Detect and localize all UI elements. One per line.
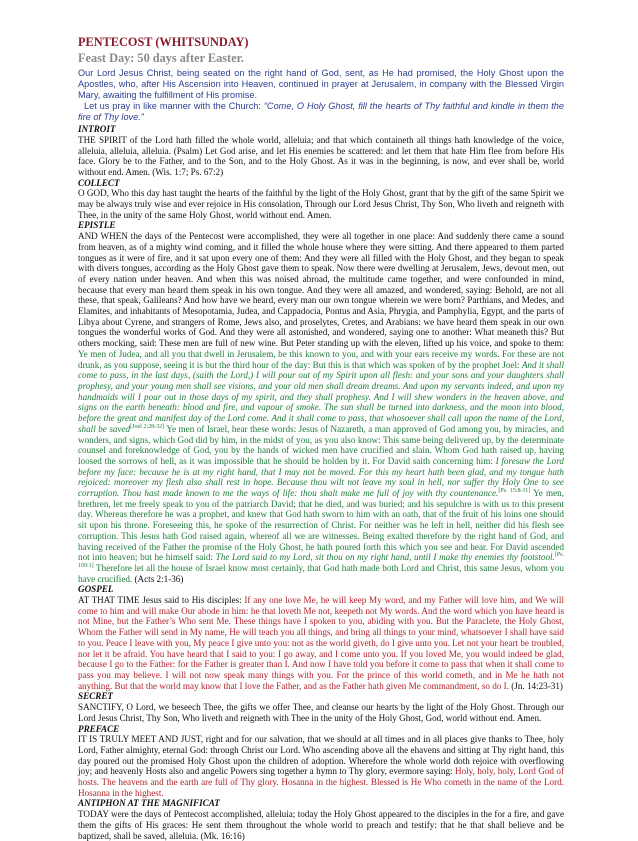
feast-day-subtitle: Feast Day: 50 days after Easter. xyxy=(78,50,244,65)
antiphon-heading: ANTIPHON AT THE MAGNIFICAT xyxy=(78,798,220,809)
gospel-intro: AT THAT TIME Jesus said to His disciples: xyxy=(78,595,245,606)
preface-text xyxy=(78,734,564,798)
prayer-text: “Come, O Holy Ghost, fill the hearts of Thy faithful and kindle in them the fire of Thy love.” xyxy=(78,101,564,123)
epistle-ref-psalm-109: [Ps. 109:1] xyxy=(78,552,565,569)
epistle-text xyxy=(78,231,564,584)
epistle-peter-speech-4: Therefore let all the house of Israel know most certainly, that God hath made both Lord and Christ, this same Jesus, whom you have crucified. xyxy=(78,562,564,584)
introit-text: THE SPIRIT of the Lord hath filled the whole world, alleluia; and that which containeth all things hath knowledge of the voice, alleluia, alleluia, alleluia. (Psalm) Let God arise, and let His enemies be scattered: and let them that hate Him flee from before His face. Glory be to the Father, and to the Son, and to the Holy Ghost. As it was in the beginning, is now, and ever shall be, world without end. Amen. (Wis. 1:7; Ps. 67:2) xyxy=(78,134,564,177)
collect-heading: COLLECT xyxy=(78,177,120,188)
introit-heading: INTROIT xyxy=(78,124,116,135)
gospel-words-of-christ: If any one love Me, he will keep My word, and my Father will love him, and We will come to him and will make Our abode in him: he that loveth Me not, keepeth not My words. And the word which you have heard is not Mine, but the Father’s Who sent Me. These things have I spoken to you, abiding with you. But the Paraclete, the Holy Ghost, Whom the Father will send in My name, He will teach you all things, and bring all things to your mind, whatsoever I shall have said to you. Peace I leave with you, My peace I give unto you: not as the world giveth, do I give unto you. Let not your heart be troubled, nor let it be afraid. You have heard that I said to you: I go away, and I come unto you. If you loved Me, you would indeed be glad, because I go to the Father: for the Father is greater than I. And now I have told you before it come to pass that when it shall come to pass you may believe. I will not now speak many things with you. For the prince of this world cometh, and in Me he hath not anything. But that the world may know that I love the Father, and as the Father hath given Me commandment, so do I. xyxy=(78,595,564,691)
gospel-citation: (Jn. 14:23-31) xyxy=(508,680,563,691)
epistle-psalm-109-quote: The Lord said to my Lord, sit thou on my right hand, until I make thy enemies thy footstool. xyxy=(215,552,555,563)
epistle-narrative: AND WHEN the days of the Pentecost were accomplished, they were all together in one place: And suddenly there came a sound from heaven, as of a mighty wind coming, and it filled the whole house where they were sitting. And there appeared to them parted tongues as it were of fire, and it sat upon every one of them: And they were all filled with the Holy Ghost, and they began to speak with divers tongues, according as the Holy Ghost gave them to speak. Now there were dwelling at Jerusalem, Jews, devout men, out of every nation under heaven. And when this was noised abroad, the multitude came together, and were confounded in mind, because that every man heard them speak in his own tongue. And they were all amazed, and wondered, saying: Behold, are not all these, that speak, Galileans? And how have we heard, every man our own tongue wherein we were born? Parthians, and Medes, and Elamites, and inhabitants of Mesopotamia, Judea, and Cappadocia, Pontus and Asia, Phrygia, and Pamphylia, Egypt, and the parts of Libya about Cyrene, and strangers of Rome, Jews also, and proselytes, Cretes, and Arabians: we have heard them speak in our own tongues the wonderful works of God. And they were all astonished, and wondered, saying one to another: What meaneth this? But others mocking, said: These men are full of new wine. But Peter standing up with the eleven, lifted up his voice, and spoke to them: xyxy=(78,231,564,349)
epistle-joel-quote: And it shall come to pass, in the last days, (saith the Lord,) I will pour out of my Spirit upon all flesh: and your sons and your daughters shall prophesy, and your young men shall see visions, and your old men shall dream dreams. And upon my servants indeed, and upon my handmaids will I pour out in those days of my spirit, and they shall prophesy. And I will shew wonders in the heaven above, and signs on the earth beneath: blood and fire, and vapour of smoke. The sun shall be turned into darkness, and the moon into blood, before the great and manifest day of the Lord come. And it shall come to pass, that whosoever shall call upon the name of the Lord, shall be saved xyxy=(78,359,564,434)
prayer-lead: Let us pray in like manner with the Church: xyxy=(84,101,264,112)
epistle-peter-speech-2: Ye men of Israel, hear these words: Jesus of Nazareth, a man approved of God among you, by miracles, and wonders, and signs, which God did by him, in the midst of you, as you also know: This same being delivered up, by the determinate counsel and foreknowledge of God, you by the hands of wicked men have crucified and slain. Whom God hath raised up, having loosed the sorrows of hell, as it was impossible that he should be holden by it. For David saith concerning him: xyxy=(78,423,564,466)
document-page xyxy=(78,35,565,841)
secret-heading: SECRET xyxy=(78,691,113,702)
intro-paragraph: Our Lord Jesus Christ, being seated on the right hand of God, sent, as He had promised, the Holy Ghost upon the Apostles, who, after His Ascension into Heaven, continued in prayer at Jerusalem, in company with the Blessed Virgin Mary, awaiting the fulfillment of His promise. xyxy=(78,67,564,101)
collect-text: O GOD, Who this day hast taught the hearts of the faithful by the light of the Holy Ghost, grant that by the gift of the same Spirit we may be always truly wise and ever rejoice in His consolation, Through our Lord Jesus Christ, Thy Son, Who liveth and reigneth with Thee, in the unity of the same Holy Ghost, world without end. Amen. xyxy=(78,188,564,220)
epistle-peter-speech-3: Ye men, brethren, let me freely speak to you of the patriarch David; that he died, and was buried; and his sepulchre is with us to this present day. Whereas therefore he was a prophet, and knew that God hath sworn to him with an oath, that of the fruit of his loins one should sit upon his throne. Foreseeing this, he spoke of the resurrection of Christ. For neither was he left in hell, neither did his flesh see corruption. This Jesus hath God raised again, whereof all we are witnesses. Being exalted therefore by the right hand of God, and having received of the Father the promise of the Holy Ghost, he hath poured forth this which you see and hear. For David ascended not into heaven; but he himself said: xyxy=(78,488,564,563)
secret-text: SANCTIFY, O Lord, we beseech Thee, the gifts we offer Thee, and cleanse our hearts by the light of the Holy Ghost. Through our Lord Jesus Christ, Thy Son, Who liveth and reigneth with Thee in the unity of the Holy Ghost, God, world without end. Amen. xyxy=(78,702,564,723)
epistle-ref-psalm-15: [Ps. 15:8-11] xyxy=(498,487,531,494)
epistle-ref-joel: [Joel 2:28-32] xyxy=(130,423,165,430)
epistle-heading: EPISTLE xyxy=(78,220,116,231)
epistle-citation: (Acts 2:1-36) xyxy=(132,573,184,584)
prayer-paragraph xyxy=(78,101,564,123)
epistle-peter-speech-1: Ye men of Judea, and all you that dwell in Jerusalem, be this known to you, and with your ears receive my words. For these are not drunk, as you suppose, seeing it is but the third hour of the day: But this is that which was spoken of by the prophet Joel: xyxy=(78,348,564,370)
preface-body: IT IS TRULY MEET AND JUST, right and for our salvation, that we should at all times and in all places give thanks to Thee, holy Lord, Father almighty, eternal God: through Christ our Lord. Who ascending above all the ehavens and sitting at Thy right hand, this day poured out the promised Holy Ghost upon the children of adoption. Wherefore the whole world doth rejoice with overflowing joy; and heavenly Hosts also and angelic Powers sing together a hymn to Thy glory, evermore saying: xyxy=(78,734,564,777)
gospel-heading: GOSPEL xyxy=(78,584,114,595)
page-title: PENTECOST (WHITSUNDAY) xyxy=(78,35,249,49)
gospel-text xyxy=(78,595,564,691)
epistle-psalm-quote: I foresaw the Lord before my face: because he is at my right hand, that I may not be moved. For this my heart hath been glad, and my tongue hath rejoiced: moreover my flesh also shall rest in hope. Because thou wilt not leave my soul in hell, nor suffer thy Holy One to see corruption. Thou hast made known to me the ways of life: thou shalt make me full of joy with thy countenance. xyxy=(78,455,564,499)
preface-sanctus: Holy, holy, holy, Lord God of hosts. The heavens and the earth are full of Thy glory. Hosanna in the highest. Blessed is He Who cometh in the name of the Lord. Hosanna in the highest. xyxy=(78,766,564,798)
preface-heading: PREFACE xyxy=(78,723,120,734)
antiphon-text: TODAY were the days of Pentecost accomplished, alleluia; today the Holy Ghost appeared to the disciples in the for a fire, and gave them the gifts of His graces: He sent them throughout the whole world to preach and testify: that he that shall believe and be baptized, shall be saved, alleluia. (Mk. 16:16) xyxy=(78,809,564,841)
